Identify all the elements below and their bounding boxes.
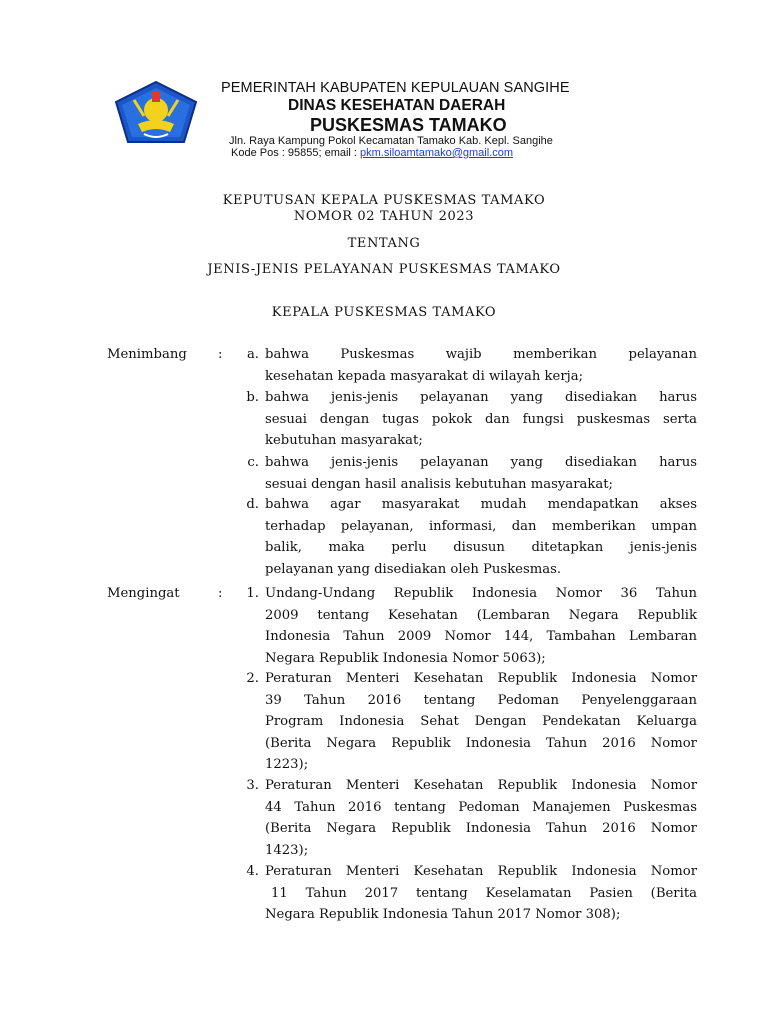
menimbang-colon: : xyxy=(218,347,223,362)
menimbang-item-a xyxy=(265,344,697,387)
tentang-label: TENTANG xyxy=(347,236,421,251)
mengingat-item-4 xyxy=(265,861,697,926)
line: bahwa jenis-jenis pelayanan yang disediakan harus xyxy=(265,455,697,470)
line: (Berita Negara Republik Indonesia Tahun 2016 Nomor xyxy=(265,735,697,751)
line: Peraturan Menteri Kesehatan Republik Indonesia Nomor xyxy=(265,671,697,686)
line: 1423); xyxy=(265,842,309,858)
government-heading: PEMERINTAH KABUPATEN KEPULAUAN SANGIHE xyxy=(221,80,570,96)
decree-subject: JENIS-JENIS PELAYANAN PUSKESMAS TAMAKO xyxy=(207,262,561,277)
line: (Berita Negara Republik Indonesia Tahun 2016 Nomor xyxy=(265,821,697,836)
address-line: Jln. Raya Kampung Pokol Kecamatan Tamako Kab. Kepl. Sangihe xyxy=(229,135,553,147)
menimbang-mark-b: b. xyxy=(246,390,259,405)
line: Undang-Undang Republik Indonesia Nomor 36 Tahun xyxy=(265,586,697,601)
mengingat-item-1 xyxy=(265,583,697,669)
line: sesuai dengan tugas pokok dan fungsi puskesmas serta xyxy=(265,411,697,427)
line: kesehatan kepada masyarakat di wilayah kerja; xyxy=(265,368,584,384)
line: 2009 tentang Kesehatan (Lembaran Negara Republik xyxy=(265,607,697,623)
line: balik, maka perlu disusun ditetapkan jenis-jenis xyxy=(265,540,697,555)
line: Indonesia Tahun 2009 Nomor 144, Tambahan Lembaran xyxy=(265,629,697,644)
mengingat-item-3 xyxy=(265,775,697,861)
line: terhadap pelayanan, informasi, dan memberikan umpan xyxy=(265,518,697,534)
menimbang-item-c xyxy=(265,452,697,495)
mengingat-mark-3: 3. xyxy=(246,778,259,793)
puskesmas-heading: PUSKESMAS TAMAKO xyxy=(310,115,507,135)
line: Negara Republik Indonesia Nomor 5063); xyxy=(265,650,546,666)
line: Negara Republik Indonesia Tahun 2017 Nomor 308); xyxy=(265,907,621,922)
decree-number: NOMOR 02 TAHUN 2023 xyxy=(293,209,475,224)
line: 1223); xyxy=(265,757,309,772)
menimbang-mark-a: a. xyxy=(246,347,259,362)
line: 11 Tahun 2017 tentang Keselamatan Pasien (Berita xyxy=(271,885,697,901)
menimbang-item-d xyxy=(265,494,697,580)
mengingat-mark-1: 1. xyxy=(246,586,259,601)
line: Peraturan Menteri Kesehatan Republik Indonesia Nomor xyxy=(265,864,697,879)
email-link[interactable]: pkm.siloamtamako@gmail.com xyxy=(360,147,514,159)
line: Peraturan Menteri Kesehatan Republik Indonesia Nomor xyxy=(265,778,697,793)
line: sesuai dengan hasil analisis kebutuhan masyarakat; xyxy=(265,476,613,492)
line: bahwa jenis-jenis pelayanan yang disediakan harus xyxy=(265,390,697,405)
line: kebutuhan masyarakat; xyxy=(265,433,423,448)
issuing-authority: KEPALA PUSKESMAS TAMAKO xyxy=(271,305,497,320)
mengingat-label: Mengingat xyxy=(107,586,180,601)
menimbang-mark-c: c. xyxy=(247,455,259,470)
line: 44 Tahun 2016 tentang Pedoman Manajemen Puskesmas xyxy=(265,799,697,815)
line: pelayanan yang disediakan oleh Puskesmas. xyxy=(265,561,562,577)
menimbang-item-b xyxy=(265,387,697,452)
mengingat-item-2 xyxy=(265,668,697,776)
menimbang-label: Menimbang xyxy=(107,347,187,362)
decree-title: KEPUTUSAN KEPALA PUSKESMAS TAMAKO xyxy=(222,193,546,208)
menimbang-mark-d: d. xyxy=(246,497,259,512)
mengingat-mark-4: 4. xyxy=(246,864,259,879)
mengingat-colon: : xyxy=(218,586,223,601)
line: bahwa agar masyarakat mudah mendapatkan akses xyxy=(265,497,697,512)
line: bahwa Puskesmas wajib memberikan pelayanan xyxy=(265,347,697,362)
department-heading: DINAS KESEHATAN DAERAH xyxy=(288,97,506,114)
mengingat-mark-2: 2. xyxy=(246,671,259,686)
postal-email-line xyxy=(231,147,513,159)
line: 39 Tahun 2016 tentang Pedoman Penyelenggaraan xyxy=(265,692,697,708)
line: Program Indonesia Sehat Dengan Pendekatan Keluarga xyxy=(265,714,697,729)
postal-code: Kode Pos : 95855; email : xyxy=(231,147,361,159)
kabupaten-sangihe-emblem xyxy=(114,80,198,144)
